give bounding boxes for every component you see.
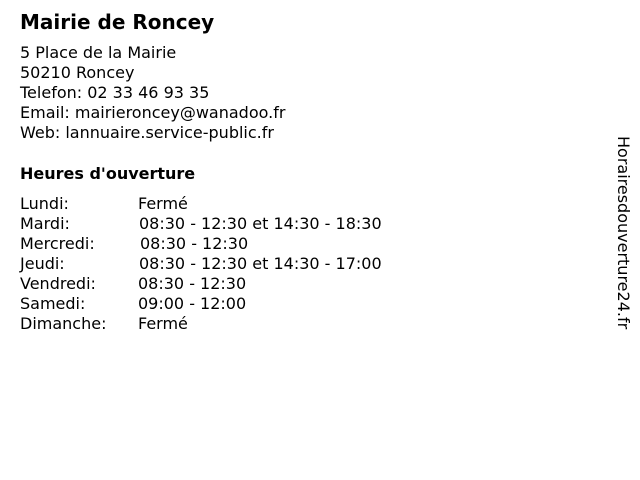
- day-label: Mercredi:: [20, 234, 95, 253]
- day-label: Vendredi:: [20, 274, 96, 293]
- address-city: 50210 Roncey: [20, 63, 135, 82]
- email-text: Email: mairieroncey@wanadoo.fr: [20, 103, 286, 122]
- time-value: Fermé: [138, 194, 188, 213]
- day-label: Lundi:: [20, 194, 69, 213]
- phone-text: Telefon: 02 33 46 93 35: [20, 83, 210, 102]
- web-text: Web: lannuaire.service-public.fr: [20, 123, 274, 142]
- day-label: Samedi:: [20, 294, 86, 313]
- time-value: 08:30 - 12:30 et 14:30 - 18:30: [139, 214, 382, 233]
- time-value: 08:30 - 12:30 et 14:30 - 17:00: [139, 254, 382, 273]
- brand-text: Horairesdouverture24.fr: [614, 136, 633, 330]
- address-street: 5 Place de la Mairie: [20, 43, 177, 62]
- time-value: 08:30 - 12:30: [140, 234, 249, 253]
- page-title: Mairie de Roncey: [20, 10, 215, 34]
- time-value: Fermé: [138, 314, 188, 333]
- day-label: Dimanche:: [20, 314, 107, 333]
- day-label: Jeudi:: [20, 254, 65, 273]
- time-value: 08:30 - 12:30: [138, 274, 247, 293]
- brand-watermark: [612, 136, 634, 376]
- time-value: 09:00 - 12:00: [138, 294, 247, 313]
- opening-hours-heading: Heures d'ouverture: [20, 164, 196, 183]
- day-label: Mardi:: [20, 214, 70, 233]
- address-block: [20, 43, 285, 143]
